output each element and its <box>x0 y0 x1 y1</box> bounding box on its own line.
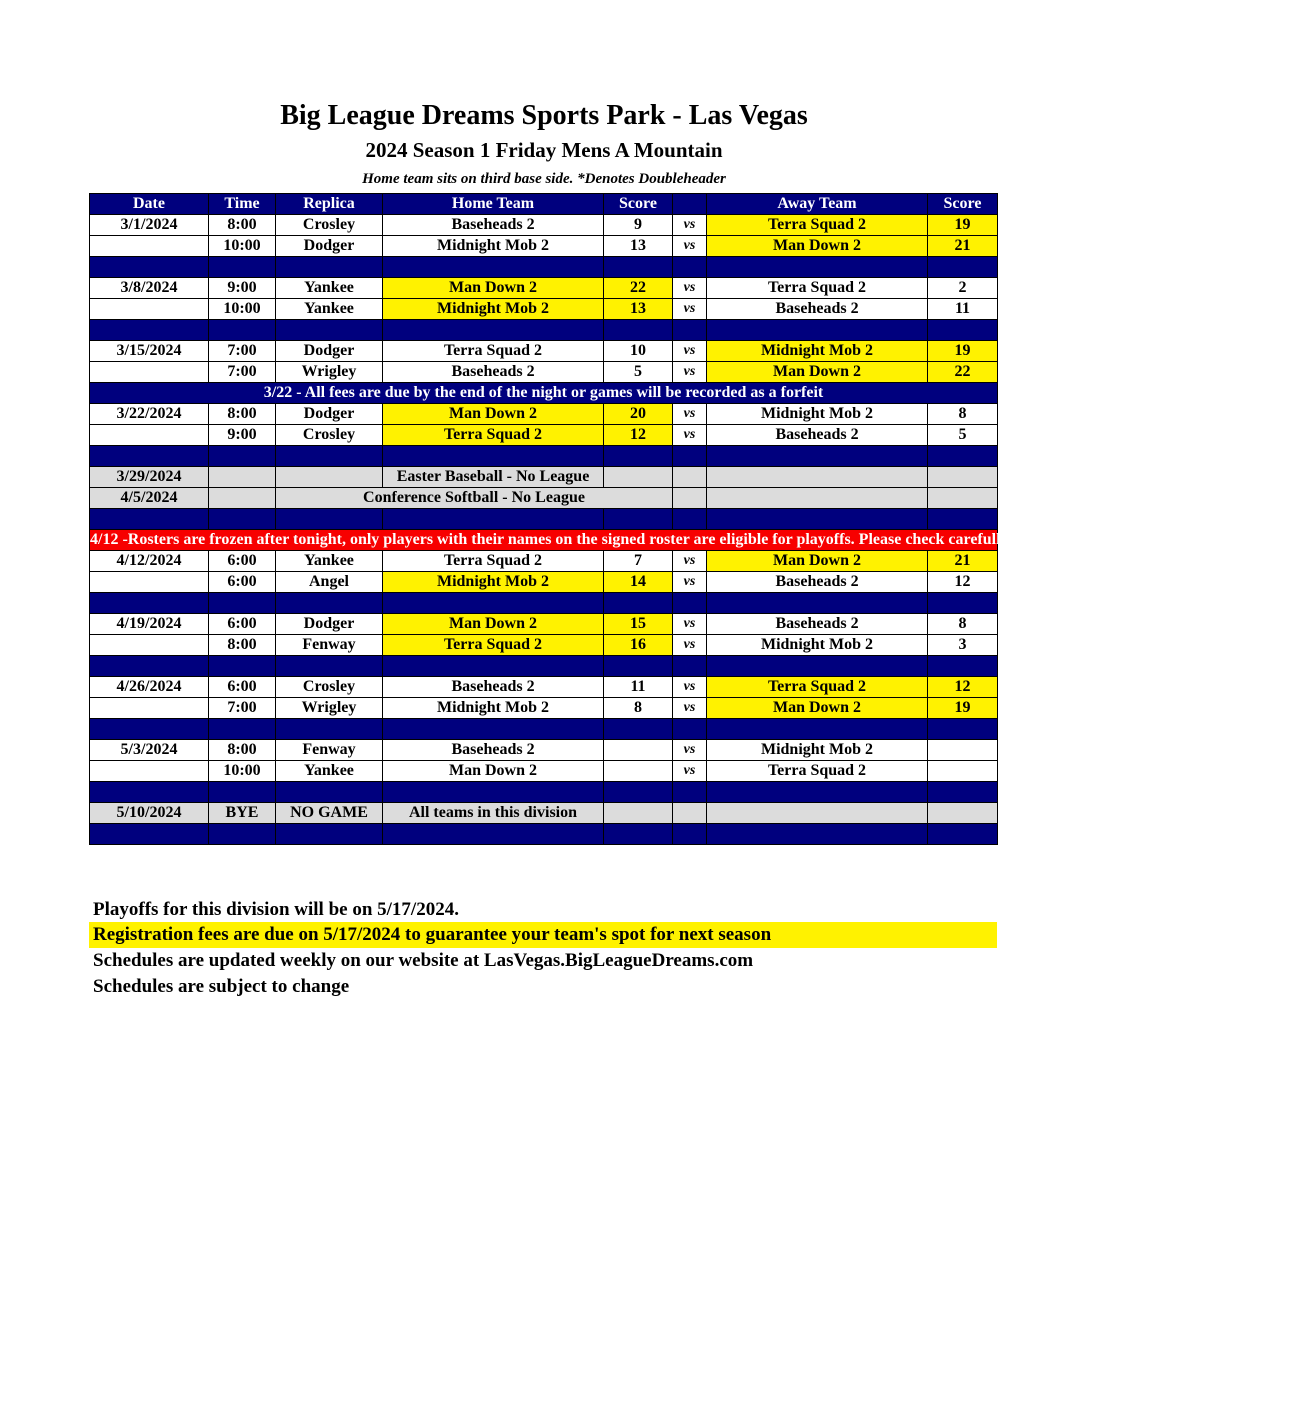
vs-cell <box>673 467 707 488</box>
time-cell: 9:00 <box>209 278 276 299</box>
separator-cell <box>90 257 209 278</box>
separator-cell <box>673 782 707 803</box>
separator-cell <box>707 593 928 614</box>
no-league-cell: Easter Baseball - No League <box>383 467 604 488</box>
separator-cell <box>209 782 276 803</box>
away-score-cell: 19 <box>928 698 998 719</box>
separator-cell <box>604 824 673 845</box>
change-note: Schedules are subject to change <box>93 976 350 997</box>
separator-cell <box>90 782 209 803</box>
separator-cell <box>209 656 276 677</box>
away-score-cell: 5 <box>928 425 998 446</box>
time-cell <box>209 467 276 488</box>
date-cell: 3/22/2024 <box>90 404 209 425</box>
vs-cell: vs <box>673 215 707 236</box>
away-score-cell: 11 <box>928 299 998 320</box>
home-score-cell: 16 <box>604 635 673 656</box>
playoffs-note: Playoffs for this division will be on 5/17/2024. <box>93 899 459 920</box>
separator-cell <box>90 446 209 467</box>
away-team-cell: Terra Squad 2 <box>707 677 928 698</box>
date-cell: 3/29/2024 <box>90 467 209 488</box>
separator-cell <box>604 719 673 740</box>
col-vs-header <box>673 194 707 215</box>
vs-cell: vs <box>673 551 707 572</box>
home-team-cell: Terra Squad 2 <box>383 635 604 656</box>
separator-row <box>90 656 998 677</box>
home-team-cell: Midnight Mob 2 <box>383 698 604 719</box>
away-score-cell <box>928 467 998 488</box>
away-team-cell: Baseheads 2 <box>707 299 928 320</box>
separator-cell <box>928 656 998 677</box>
replica-cell: Crosley <box>276 425 383 446</box>
table-row <box>90 740 998 761</box>
home-score-cell: 13 <box>604 236 673 257</box>
separator-cell <box>209 320 276 341</box>
vs-cell: vs <box>673 299 707 320</box>
separator-cell <box>90 320 209 341</box>
table-row <box>90 425 998 446</box>
vs-cell: vs <box>673 698 707 719</box>
away-score-cell: 22 <box>928 362 998 383</box>
separator-cell <box>928 782 998 803</box>
separator-cell <box>90 593 209 614</box>
col-home-score-header: Score <box>604 194 673 215</box>
notice-row <box>90 383 998 404</box>
separator-cell <box>673 824 707 845</box>
replica-cell: Yankee <box>276 551 383 572</box>
separator-row <box>90 593 998 614</box>
schedule-table <box>89 193 1299 845</box>
vs-cell <box>673 488 707 509</box>
away-team-cell: Baseheads 2 <box>707 614 928 635</box>
separator-cell <box>90 719 209 740</box>
separator-cell <box>276 782 383 803</box>
separator-cell <box>383 719 604 740</box>
away-score-cell: 19 <box>928 341 998 362</box>
replica-cell: Angel <box>276 572 383 593</box>
date-cell: 3/8/2024 <box>90 278 209 299</box>
schedule-note: Home team sits on third base side. *Denotes Doubleheader <box>362 171 726 187</box>
away-team-cell: Terra Squad 2 <box>707 215 928 236</box>
away-score-cell: 21 <box>928 551 998 572</box>
vs-cell <box>673 803 707 824</box>
website-note: Schedules are updated weekly on our website at LasVegas.BigLeagueDreams.com <box>93 950 754 971</box>
separator-cell <box>604 446 673 467</box>
separator-cell <box>383 593 604 614</box>
separator-cell <box>209 446 276 467</box>
separator-row <box>90 782 998 803</box>
page-title: Big League Dreams Sports Park - Las Vegas <box>280 100 808 131</box>
date-cell: 5/3/2024 <box>90 740 209 761</box>
date-cell: 5/10/2024 <box>90 803 209 824</box>
col-away-team-header: Away Team <box>707 194 928 215</box>
away-score-cell: 19 <box>928 215 998 236</box>
table-row <box>90 761 998 782</box>
separator-row <box>90 509 998 530</box>
away-team-cell: Terra Squad 2 <box>707 761 928 782</box>
separator-cell <box>673 509 707 530</box>
away-score-cell: 12 <box>928 677 998 698</box>
replica-cell: Yankee <box>276 761 383 782</box>
separator-cell <box>383 824 604 845</box>
separator-cell <box>383 446 604 467</box>
separator-cell <box>276 509 383 530</box>
date-cell <box>90 425 209 446</box>
separator-cell <box>928 509 998 530</box>
home-score-cell <box>604 761 673 782</box>
no-league-row <box>90 488 998 509</box>
separator-cell <box>928 446 998 467</box>
separator-cell <box>604 782 673 803</box>
home-score-cell: 11 <box>604 677 673 698</box>
time-cell: 10:00 <box>209 299 276 320</box>
date-cell <box>90 698 209 719</box>
col-home-team-header: Home Team <box>383 194 604 215</box>
separator-cell <box>673 446 707 467</box>
away-score-cell <box>928 761 998 782</box>
away-team-cell: Man Down 2 <box>707 551 928 572</box>
separator-cell <box>383 782 604 803</box>
time-cell: 8:00 <box>209 635 276 656</box>
away-score-cell: 2 <box>928 278 998 299</box>
replica-cell: Fenway <box>276 740 383 761</box>
home-team-cell: Baseheads 2 <box>383 740 604 761</box>
col-replica-header: Replica <box>276 194 383 215</box>
vs-cell: vs <box>673 761 707 782</box>
table-row <box>90 404 998 425</box>
time-cell: 10:00 <box>209 761 276 782</box>
table-row <box>90 236 998 257</box>
separator-cell <box>383 509 604 530</box>
separator-cell <box>928 320 998 341</box>
time-cell: 10:00 <box>209 236 276 257</box>
separator-cell <box>276 320 383 341</box>
away-team-cell: Midnight Mob 2 <box>707 635 928 656</box>
table-row <box>90 614 998 635</box>
registration-note: Registration fees are due on 5/17/2024 to guarantee your team's spot for next season <box>89 922 997 948</box>
home-score-cell <box>604 740 673 761</box>
home-team-cell: Midnight Mob 2 <box>383 299 604 320</box>
roster-alert-cell: 4/12 -Rosters are frozen after tonight, only players with their names on the signed roster are eligible for playoffs. Please check carefully as changes will not be made for omissions. <box>90 530 998 551</box>
time-cell: 7:00 <box>209 362 276 383</box>
vs-cell: vs <box>673 341 707 362</box>
replica-cell: Yankee <box>276 278 383 299</box>
separator-cell <box>673 719 707 740</box>
separator-cell <box>928 593 998 614</box>
home-team-cell: Man Down 2 <box>383 404 604 425</box>
away-score-cell <box>928 740 998 761</box>
table-row <box>90 215 998 236</box>
home-score-cell: 5 <box>604 362 673 383</box>
separator-cell <box>383 320 604 341</box>
home-team-cell: Man Down 2 <box>383 761 604 782</box>
replica-cell: Dodger <box>276 341 383 362</box>
replica-cell: NO GAME <box>276 803 383 824</box>
time-cell: 7:00 <box>209 698 276 719</box>
time-cell: 6:00 <box>209 572 276 593</box>
col-date-header: Date <box>90 194 209 215</box>
away-team-cell: Man Down 2 <box>707 236 928 257</box>
replica-cell: Dodger <box>276 236 383 257</box>
vs-cell: vs <box>673 362 707 383</box>
replica-cell: Dodger <box>276 614 383 635</box>
notice-cell: 3/22 - All fees are due by the end of the night or games will be recorded as a forfeit <box>90 383 998 404</box>
separator-cell <box>604 257 673 278</box>
separator-row <box>90 446 998 467</box>
away-score-cell: 8 <box>928 404 998 425</box>
separator-cell <box>707 446 928 467</box>
separator-cell <box>90 656 209 677</box>
date-cell <box>90 236 209 257</box>
away-team-cell: Man Down 2 <box>707 362 928 383</box>
table-row <box>90 362 998 383</box>
separator-cell <box>673 593 707 614</box>
away-team-cell: Baseheads 2 <box>707 572 928 593</box>
replica-cell <box>276 467 383 488</box>
date-cell: 4/12/2024 <box>90 551 209 572</box>
date-cell <box>90 635 209 656</box>
date-cell: 3/15/2024 <box>90 341 209 362</box>
home-score-cell: 12 <box>604 425 673 446</box>
table-row <box>90 677 998 698</box>
vs-cell: vs <box>673 635 707 656</box>
away-score-cell <box>928 803 998 824</box>
vs-cell: vs <box>673 677 707 698</box>
date-cell <box>90 362 209 383</box>
separator-cell <box>276 446 383 467</box>
date-cell <box>90 299 209 320</box>
time-cell: 7:00 <box>209 341 276 362</box>
separator-cell <box>707 719 928 740</box>
separator-cell <box>276 593 383 614</box>
separator-cell <box>209 719 276 740</box>
separator-cell <box>707 320 928 341</box>
away-score-cell <box>928 488 998 509</box>
home-score-cell: 15 <box>604 614 673 635</box>
away-team-cell: Midnight Mob 2 <box>707 404 928 425</box>
time-cell: 9:00 <box>209 425 276 446</box>
home-score-cell: 14 <box>604 572 673 593</box>
home-team-cell: Baseheads 2 <box>383 677 604 698</box>
replica-cell: Crosley <box>276 677 383 698</box>
away-team-cell: Man Down 2 <box>707 698 928 719</box>
table-row <box>90 278 998 299</box>
separator-cell <box>673 257 707 278</box>
table-header-row <box>90 194 998 215</box>
separator-cell <box>90 509 209 530</box>
vs-cell: vs <box>673 740 707 761</box>
separator-row <box>90 824 998 845</box>
home-team-cell: Terra Squad 2 <box>383 551 604 572</box>
away-team-cell: Midnight Mob 2 <box>707 740 928 761</box>
separator-cell <box>707 656 928 677</box>
home-team-cell: Terra Squad 2 <box>383 425 604 446</box>
vs-cell: vs <box>673 236 707 257</box>
away-score-cell: 12 <box>928 572 998 593</box>
home-score-cell <box>604 803 673 824</box>
separator-row <box>90 719 998 740</box>
separator-cell <box>276 656 383 677</box>
separator-cell <box>209 257 276 278</box>
away-team-cell <box>707 488 928 509</box>
col-time-header: Time <box>209 194 276 215</box>
separator-cell <box>383 656 604 677</box>
separator-cell <box>276 257 383 278</box>
vs-cell: vs <box>673 614 707 635</box>
separator-cell <box>673 656 707 677</box>
date-cell: 3/1/2024 <box>90 215 209 236</box>
separator-cell <box>276 824 383 845</box>
date-cell <box>90 761 209 782</box>
table-row <box>90 341 998 362</box>
home-team-cell: Man Down 2 <box>383 614 604 635</box>
separator-cell <box>209 824 276 845</box>
table-row <box>90 299 998 320</box>
separator-cell <box>276 719 383 740</box>
table-row <box>90 551 998 572</box>
home-team-cell: Midnight Mob 2 <box>383 572 604 593</box>
home-score-cell: 10 <box>604 341 673 362</box>
away-score-cell: 8 <box>928 614 998 635</box>
separator-cell <box>707 824 928 845</box>
separator-cell <box>673 320 707 341</box>
home-team-cell: Man Down 2 <box>383 278 604 299</box>
vs-cell: vs <box>673 278 707 299</box>
separator-cell <box>928 719 998 740</box>
home-team-cell: Baseheads 2 <box>383 215 604 236</box>
replica-cell: Wrigley <box>276 362 383 383</box>
home-score-cell: 20 <box>604 404 673 425</box>
time-cell: 6:00 <box>209 614 276 635</box>
separator-cell <box>209 509 276 530</box>
bye-note-cell: All teams in this division <box>383 803 604 824</box>
separator-cell <box>604 320 673 341</box>
time-cell: 8:00 <box>209 215 276 236</box>
separator-cell <box>604 593 673 614</box>
home-team-cell: Terra Squad 2 <box>383 341 604 362</box>
vs-cell: vs <box>673 572 707 593</box>
away-score-cell: 21 <box>928 236 998 257</box>
time-cell: 8:00 <box>209 740 276 761</box>
table-row <box>90 635 998 656</box>
home-score-cell: 7 <box>604 551 673 572</box>
replica-cell: Wrigley <box>276 698 383 719</box>
replica-cell: Fenway <box>276 635 383 656</box>
separator-cell <box>604 656 673 677</box>
separator-cell <box>707 509 928 530</box>
time-cell: 6:00 <box>209 551 276 572</box>
schedule-body <box>90 215 1299 845</box>
col-away-score-header: Score <box>928 194 998 215</box>
table-row <box>90 572 998 593</box>
away-team-cell: Terra Squad 2 <box>707 278 928 299</box>
separator-cell <box>928 824 998 845</box>
home-score-cell <box>604 467 673 488</box>
time-cell: 8:00 <box>209 404 276 425</box>
date-cell: 4/26/2024 <box>90 677 209 698</box>
table-row <box>90 698 998 719</box>
away-team-cell <box>707 467 928 488</box>
vs-cell: vs <box>673 425 707 446</box>
replica-cell: Crosley <box>276 215 383 236</box>
separator-row <box>90 257 998 278</box>
vs-cell: vs <box>673 404 707 425</box>
roster-alert-row <box>90 530 998 551</box>
date-cell: 4/19/2024 <box>90 614 209 635</box>
away-team-cell <box>707 803 928 824</box>
bye-row <box>90 803 998 824</box>
home-score-cell: 13 <box>604 299 673 320</box>
separator-row <box>90 320 998 341</box>
time-cell: 6:00 <box>209 677 276 698</box>
replica-cell: Yankee <box>276 299 383 320</box>
home-team-cell: Midnight Mob 2 <box>383 236 604 257</box>
home-score-cell: 22 <box>604 278 673 299</box>
separator-cell <box>209 593 276 614</box>
no-league-cell: Conference Softball - No League <box>276 488 673 509</box>
separator-cell <box>90 824 209 845</box>
page-subtitle: 2024 Season 1 Friday Mens A Mountain <box>365 138 723 162</box>
time-cell: BYE <box>209 803 276 824</box>
away-team-cell: Midnight Mob 2 <box>707 341 928 362</box>
separator-cell <box>707 257 928 278</box>
date-cell <box>90 572 209 593</box>
home-score-cell: 9 <box>604 215 673 236</box>
no-league-row <box>90 467 998 488</box>
away-team-cell: Baseheads 2 <box>707 425 928 446</box>
separator-cell <box>928 257 998 278</box>
home-team-cell: Baseheads 2 <box>383 362 604 383</box>
home-score-cell: 8 <box>604 698 673 719</box>
time-cell <box>209 488 276 509</box>
separator-cell <box>604 509 673 530</box>
date-cell: 4/5/2024 <box>90 488 209 509</box>
away-score-cell: 3 <box>928 635 998 656</box>
separator-cell <box>383 257 604 278</box>
separator-cell <box>707 782 928 803</box>
replica-cell: Dodger <box>276 404 383 425</box>
